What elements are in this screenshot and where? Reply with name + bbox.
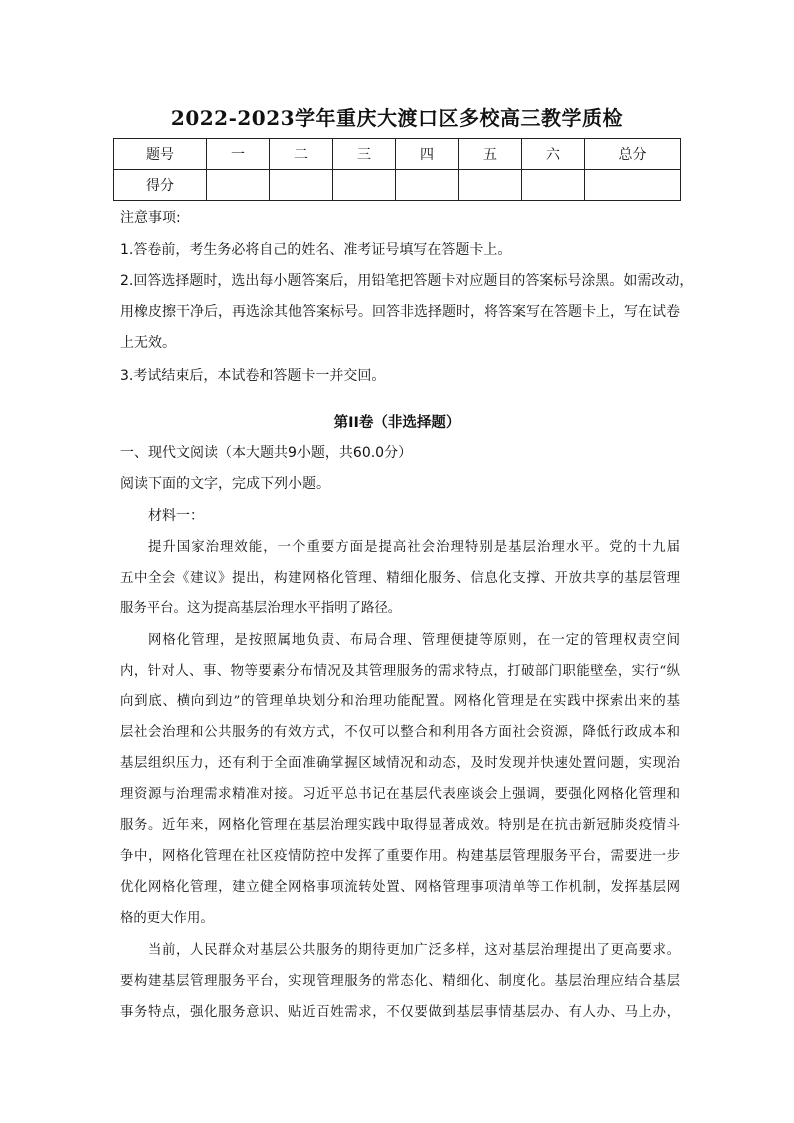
paragraph-line: 五中全会《建议》提出，构建网格化管理、精细化服务、信息化支撑、开放共享的基层管理 [120, 571, 680, 586]
score-cell [333, 170, 396, 201]
score-cell [396, 170, 459, 201]
score-table-header-cell: 五 [459, 139, 522, 170]
notice-item: 3.考试结束后，本试卷和答题卡一并交回。 [120, 368, 386, 384]
paragraph-line: 要构建基层管理服务平台，实现管理服务的常态化、精细化、制度化。基层治理应结合基层 [120, 974, 680, 989]
paragraph-line: 网格化管理，是按照属地负责、布局合理、管理便捷等原则，在一定的管理权责空间 [148, 633, 680, 648]
score-table-header-cell: 一 [207, 139, 270, 170]
score-cell [585, 170, 681, 201]
paragraph-line: 内，针对人、事、物等要素分布情况及其管理服务的需求特点，打破部门职能壁垒，实行“纵 [120, 664, 680, 679]
instruction: 阅读下面的文字，完成下列小题。 [120, 476, 330, 492]
score-cell [270, 170, 333, 201]
paragraph-line: 提升国家治理效能，一个重要方面是提高社会治理特别是基层治理水平。党的十九届 [148, 540, 680, 555]
paragraph-line: 服务。近年来，网格化管理在基层治理实践中取得显著成效。特别是在抗击新冠肺炎疫情斗 [120, 818, 680, 833]
score-table-header-cell: 题号 [114, 139, 207, 170]
notice-item: 1.答卷前，考生务必将自己的姓名、准考证号填写在答题卡上。 [120, 242, 512, 258]
score-table-header-cell: 三 [333, 139, 396, 170]
notice-item: 上无效。 [120, 335, 176, 351]
paragraph-line: 层社会治理和公共服务的有效方式，不仅可以整合和利用各方面社会资源，降低行政成本和 [120, 725, 680, 740]
notice-item: 2.回答选择题时，选出每小题答案后，用铅笔把答题卡对应题目的答案标号涂黑。如需改动， [120, 273, 694, 289]
paragraph-line: 争中，网格化管理在社区疫情防控中发挥了重要作用。构建基层管理服务平台，需要进一步 [120, 849, 680, 864]
notice-item: 用橡皮擦干净后，再选涂其他答案标号。回答非选择题时，将答案写在答题卡上，写在试卷 [120, 304, 680, 320]
paragraph-line: 优化网格化管理，建立健全网格事项流转处置、网格管理事项清单等工作机制，发挥基层网 [120, 880, 680, 895]
paragraph-line: 格的更大作用。 [120, 911, 214, 926]
paragraph-line: 事务特点，强化服务意识、贴近百姓需求，不仅要做到基层事情基层办、有人办、马上办， [120, 1005, 680, 1020]
paragraph-line: 基层组织压力，还有利于全面准确掌握区域情况和动态，及时发现并快速处置问题，实现治 [120, 756, 680, 771]
score-table-header-cell: 六 [522, 139, 585, 170]
score-table-score-row [114, 170, 681, 201]
paragraph-line: 理资源与治理需求精准对接。习近平总书记在基层代表座谈会上强调，要强化网格化管理和 [120, 787, 680, 802]
score-table-header-row [114, 139, 681, 170]
section-title: 第II卷（非选择题） [333, 415, 461, 431]
paragraph-line: 当前，人民群众对基层公共服务的期待更加广泛多样，这对基层治理提出了更高要求。 [148, 943, 680, 958]
score-cell [207, 170, 270, 201]
notice-heading: 注意事项: [120, 210, 181, 226]
exam-title: 2022-2023学年重庆大渡口区多校高三教学质检 [170, 106, 624, 130]
score-cell [459, 170, 522, 201]
score-row-label: 得分 [114, 170, 207, 201]
paragraph-line: 向到底、横向到边”的管理单块划分和治理功能配置。网格化管理是在实践中探索出来的基 [120, 694, 680, 709]
score-cell [522, 170, 585, 201]
score-table-header-cell: 总分 [585, 139, 681, 170]
score-table-header-cell: 二 [270, 139, 333, 170]
paragraph-line: 服务平台。这为提高基层治理水平指明了路径。 [120, 601, 402, 616]
material-label: 材料一： [148, 508, 204, 524]
score-table [113, 138, 681, 201]
score-table-header-cell: 四 [396, 139, 459, 170]
part-heading: 一、现代文阅读（本大题共9小题，共60.0分） [120, 445, 413, 461]
